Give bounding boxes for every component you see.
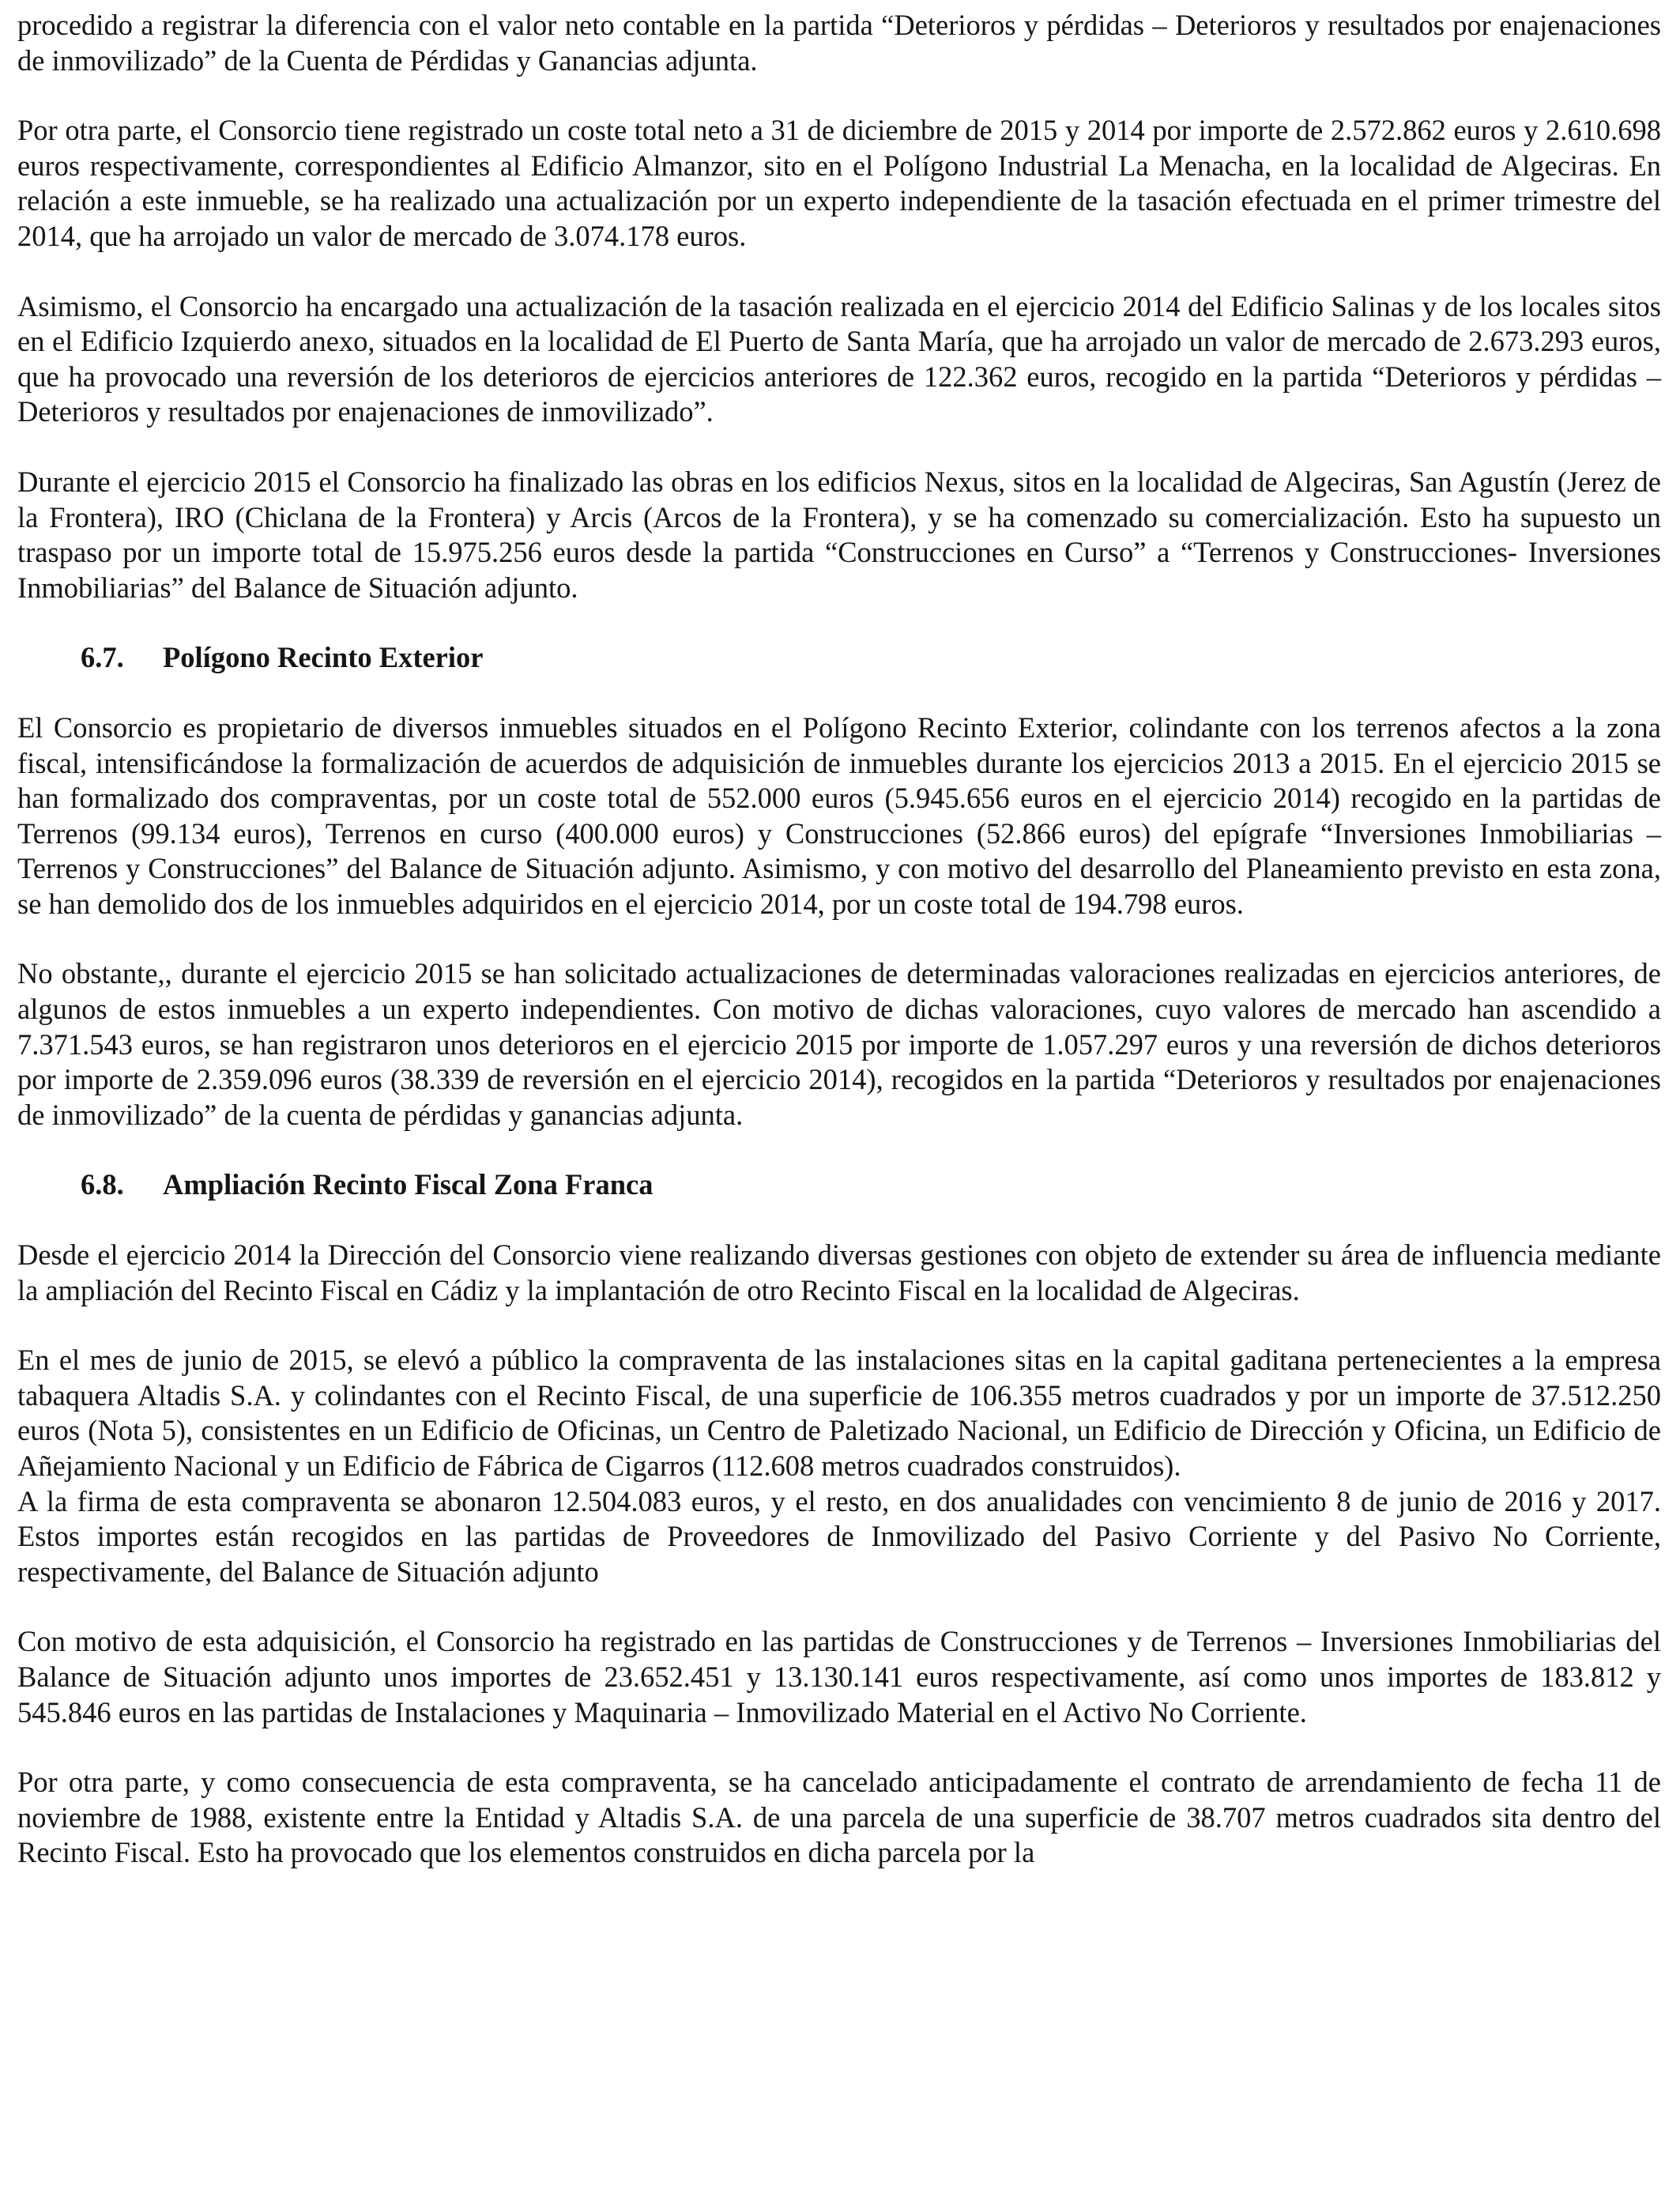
paragraph-edificios-nexus: Durante el ejercicio 2015 el Consorcio ha finalizado las obras en los edificios Nexus, sitos en la localidad de Algeciras, San Agustín (Jerez de la Frontera), IRO (Chiclana de la Frontera) y Arcis (Arcos de la Frontera), y se ha comenzado su comercialización. Esto ha supuesto un traspaso por un importe total de 15.975.256 euros desde la partida “Construcciones en Curso” a “Terrenos y Construcciones- Inversiones Inmobiliarias” del Balance de Situación adjunto. <box>17 465 1661 604</box>
paragraph-valoraciones: No obstante,, durante el ejercicio 2015 se han solicitado actualizaciones de determinadas valoraciones realizadas en ejercicios anteriores, de algunos de estos inmuebles a un experto independientes. Con motivo de dichas valoraciones, cuyo valores de mercado han ascendido a 7.371.543 euros, se han registraron unos deterioros en el ejercicio 2015 por importe de 1.057.297 euros y una reversión de dichos deterioros por importe de 2.359.096 euros (38.339 de reversión en el ejercicio 2014), recogidos en la partida “Deterioros y resultados por enajenaciones de inmovilizado” de la cuenta de pérdidas y ganancias adjunta. <box>17 957 1661 1131</box>
paragraph-registro-adquisicion: Con motivo de esta adquisición, el Consorcio ha registrado en las partidas de Construcciones y de Terrenos – Inversiones Inmobiliarias del Balance de Situación adjunto unos importes de 23.652.451 y 13.130.141 euros respectivamente, así como unos importes de 183.812 y 545.846 euros en las partidas de Instalaciones y Maquinaria – Inmovilizado Material en el Activo No Corriente. <box>17 1625 1661 1728</box>
paragraph-ampliacion-recinto: Desde el ejercicio 2014 la Dirección del Consorcio viene realizando diversas gestiones con objeto de extender su área de influencia mediante la ampliación del Recinto Fiscal en Cádiz y la implantación de otro Recinto Fiscal en la localidad de Algeciras. <box>17 1238 1661 1306</box>
section-title: Polígono Recinto Exterior <box>163 641 484 674</box>
paragraph-compraventa-altadis: En el mes de junio de 2015, se elevó a público la compraventa de las instalaciones sitas en la capital gaditana pertenecientes a la empresa tabaquera Altadis S.A. y colindantes con el Recinto Fiscal, de una superficie de 106.355 metros cuadrados y por un importe de 37.512.250 euros (Nota 5), consistentes en un Edificio de Oficinas, un Centro de Paletizado Nacional, un Edificio de Dirección y Oficina, un Edificio de Añejamiento Nacional y un Edificio de Fábrica de Cigarros (112.608 metros cuadrados construidos). <box>17 1344 1661 1482</box>
section-title: Ampliación Recinto Fiscal Zona Franca <box>163 1168 654 1201</box>
paragraph-pago-compraventa: A la firma de esta compraventa se abonaron 12.504.083 euros, y el resto, en dos anualidades con vencimiento 8 de junio de 2016 y 2017. Estos importes están recogidos en las partidas de Proveedores de Inmovilizado del Pasivo Corriente y del Pasivo No Corriente, respectivamente, del Balance de Situación adjunto <box>17 1484 1661 1588</box>
paragraph-deterioros-intro: procedido a registrar la diferencia con el valor neto contable en la partida “Deterioros y pérdidas – Deterioros y resultados por enajenaciones de inmovilizado” de la Cuenta de Pérdidas y Ganancias adjunta. <box>17 9 1661 77</box>
section-heading-6-8 <box>17 1167 1661 1203</box>
document-page <box>17 8 1661 1871</box>
paragraph-cancelacion-arrendamiento: Por otra parte, y como consecuencia de esta compraventa, se ha cancelado anticipadamente el contrato de arrendamiento de fecha 11 de noviembre de 1988, existente entre la Entidad y Altadis S.A. de una parcela de una superficie de 38.707 metros cuadrados sita dentro del Recinto Fiscal. Esto ha provocado que los elementos construidos en dicha parcela por la <box>17 1766 1661 1869</box>
paragraph-recinto-exterior: El Consorcio es propietario de diversos inmuebles situados en el Polígono Recinto Exterior, colindante con los terrenos afectos a la zona fiscal, intensificándose la formalización de acuerdos de adquisición de inmuebles durante los ejercicios 2013 a 2015. En el ejercicio 2015 se han formalizado dos compraventas, por un coste total de 552.000 euros (5.945.656 euros en el ejercicio 2014) recogido en la partidas de Terrenos (99.134 euros), Terrenos en curso (400.000 euros) y Construcciones (52.866 euros) del epígrafe “Inversiones Inmobiliarias – Terrenos y Construcciones” del Balance de Situación adjunto. Asimismo, y con motivo del desarrollo del Planeamiento previsto en esta zona, se han demolido dos de los inmuebles adquiridos en el ejercicio 2014, por un coste total de 194.798 euros. <box>17 711 1661 920</box>
paragraph-edificio-almanzor: Por otra parte, el Consorcio tiene registrado un coste total neto a 31 de diciembre de 2015 y 2014 por importe de 2.572.862 euros y 2.610.698 euros respectivamente, correspondientes al Edificio Almanzor, sito en el Polígono Industrial La Menacha, en la localidad de Algeciras. En relación a este inmueble, se ha realizado una actualización por un experto independiente de la tasación efectuada en el primer trimestre del 2014, que ha arrojado un valor de mercado de 3.074.178 euros. <box>17 114 1661 252</box>
paragraph-edificio-salinas: Asimismo, el Consorcio ha encargado una actualización de la tasación realizada en el ejercicio 2014 del Edificio Salinas y de los locales sitos en el Edificio Izquierdo anexo, situados en la localidad de El Puerto de Santa María, que ha arrojado un valor de mercado de 2.673.293 euros, que ha provocado una reversión de los deterioros de ejercicios anteriores de 122.362 euros, recogido en la partida “Deterioros y pérdidas – Deterioros y resultados por enajenaciones de inmovilizado”. <box>17 289 1661 428</box>
section-heading-6-7 <box>17 640 1661 676</box>
section-number: 6.8. <box>81 1168 124 1201</box>
section-number: 6.7. <box>81 641 124 674</box>
